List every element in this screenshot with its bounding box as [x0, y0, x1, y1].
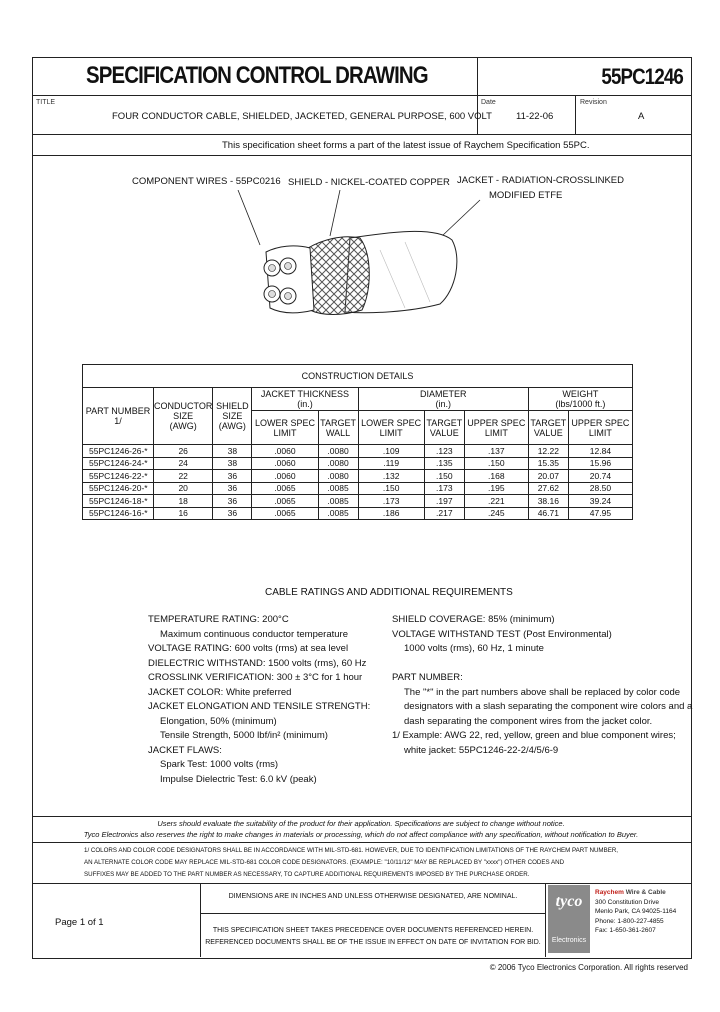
sub-jacket-target: TARGET WALL — [318, 411, 358, 445]
leader-jacket — [442, 200, 480, 236]
leader-shield — [330, 190, 340, 236]
table-cell: .150 — [464, 457, 528, 470]
requirement-line: JACKET FLAWS: — [148, 744, 222, 756]
part-number-cell: 55PC1246-20-* — [83, 482, 154, 495]
table-row — [83, 470, 633, 483]
table-cell: .132 — [358, 470, 424, 483]
requirement-line: JACKET ELONGATION AND TENSILE STRENGTH: — [148, 701, 371, 712]
requirement-line: white jacket: 55PC1246-22-2/4/5/6-9 — [404, 744, 559, 756]
phone: Phone: 1-800-227-4855 — [595, 917, 664, 925]
table-cell: .0085 — [318, 482, 358, 495]
table-cell: 20.74 — [568, 470, 632, 483]
table-cell: .137 — [464, 445, 528, 458]
table-cell: 15.96 — [568, 457, 632, 470]
table-cell: .0060 — [252, 457, 318, 470]
disclaimer — [32, 818, 690, 840]
spec-note-rule-top — [32, 134, 691, 135]
table-cell: .0065 — [252, 507, 318, 520]
table-cell: 36 — [213, 482, 252, 495]
table-cell: 47.95 — [568, 507, 632, 520]
table-cell: .168 — [464, 470, 528, 483]
dimensions-note: DIMENSIONS ARE IN INCHES AND UNLESS OTHERWISE DESIGNATED, ARE NOMINAL. — [228, 893, 518, 900]
table-cell: .123 — [424, 445, 464, 458]
table-cell: .150 — [358, 482, 424, 495]
requirement-line: Elongation, 50% (minimum) — [160, 715, 277, 727]
part-number-cell: 55PC1246-18-* — [83, 495, 154, 508]
table-cell: .119 — [358, 457, 424, 470]
notes-block — [84, 845, 618, 881]
table-row — [83, 482, 633, 495]
label-component-wires: COMPONENT WIRES - 55PC0216 — [132, 176, 281, 187]
sub-diameter-upper: UPPER SPEC LIMIT — [464, 411, 528, 445]
header-diameter: DIAMETER (in.) — [358, 388, 528, 411]
requirement-line: SHIELD COVERAGE: 85% (minimum) — [392, 614, 555, 625]
disclaimer-rule-bottom — [32, 842, 691, 843]
table-cell: .0065 — [252, 482, 318, 495]
table-cell: 36 — [213, 495, 252, 508]
note-line: AN ALTERNATE COLOR CODE MAY REPLACE MIL-STD-681 COLOR CODE DESIGNATORS. (EXAMPLE: "10/11/12" MAY BE REPLACED BY "xxxx") OTHER CODES AND — [84, 859, 565, 866]
table-cell: .195 — [464, 482, 528, 495]
part-number-cell: 55PC1246-22-* — [83, 470, 154, 483]
requirement-line: JACKET COLOR: White preferred — [148, 686, 292, 698]
table-cell: .135 — [424, 457, 464, 470]
requirement-line: designators with a slash separating the component wire colors and a — [404, 701, 693, 712]
table-cell: .173 — [424, 482, 464, 495]
title-label: TITLE — [36, 99, 56, 106]
header-weight: WEIGHT (lbs/1000 ft.) — [528, 388, 632, 411]
requirement-line: Tensile Strength, 5000 lbf/in² (minimum) — [160, 730, 328, 741]
table-cell: 38 — [213, 457, 252, 470]
table-cell: .150 — [424, 470, 464, 483]
table-cell: 38.16 — [528, 495, 568, 508]
shield-braid — [308, 237, 369, 315]
logo-text: tyco — [555, 893, 583, 910]
notes-rule-bottom — [32, 883, 691, 884]
table-cell: .197 — [424, 495, 464, 508]
company-suffix: Wire & Cable — [623, 889, 666, 896]
requirement-line: 1000 volts (rms), 60 Hz, 1 minute — [404, 643, 544, 654]
revision-label: Revision — [580, 99, 607, 106]
table-cell: .186 — [358, 507, 424, 520]
table-cell: 36 — [213, 470, 252, 483]
table-cell: .217 — [424, 507, 464, 520]
precedence-note-2: REFERENCED DOCUMENTS SHALL BE OF THE ISSUE IN EFFECT ON DATE OF INVITATION FOR BID. — [205, 939, 541, 946]
requirement-line: DIELECTRIC WITHSTAND: 1500 volts (rms), 60 Hz — [148, 657, 367, 669]
revision-value: A — [638, 111, 645, 122]
table-row — [83, 445, 633, 458]
disclaimer-line-2: Tyco Electronics also reserves the right to make changes in materials or processing, which do not affect compliance with any specification, without notification to Buyer. — [83, 830, 639, 839]
cable-description: FOUR CONDUCTOR CABLE, SHIELDED, JACKETED, GENERAL PURPOSE, 600 VOLT — [112, 111, 492, 122]
note-line: SUFFIXES MAY BE ADDED TO THE PART NUMBER AS NECESSARY, TO CAPTURE ADDITIONAL REQUIREMENTS IMPOSED BY THE PURCHASE ORDER. — [84, 871, 530, 878]
requirement-line: 1/ Example: AWG 22, red, yellow, green and blue component wires; — [392, 730, 676, 741]
date-value: 11-22-06 — [516, 111, 554, 122]
precedence-note-1: THIS SPECIFICATION SHEET TAKES PRECEDENCE OVER DOCUMENTS REFERENCED HEREIN. — [212, 927, 534, 934]
table-cell: .245 — [464, 507, 528, 520]
label-jacket-1: JACKET - RADIATION-CROSSLINKED — [457, 175, 624, 186]
table-title: CONSTRUCTION DETAILS — [83, 365, 633, 388]
date-divider — [575, 95, 576, 134]
table-cell: 12.22 — [528, 445, 568, 458]
table-cell: 46.71 — [528, 507, 568, 520]
footer-divider-right — [545, 883, 546, 957]
table-cell: .0080 — [318, 457, 358, 470]
date-label: Date — [481, 99, 496, 106]
fax: Fax: 1-650-361-2607 — [595, 927, 656, 934]
address-line-2: Menlo Park, CA 94025-1164 — [595, 908, 677, 915]
table-cell: 26 — [154, 445, 213, 458]
doc-number: 55PC1246 — [601, 64, 683, 89]
copyright: © 2006 Tyco Electronics Corporation. All rights reserved — [489, 963, 688, 972]
table-cell: 38 — [213, 445, 252, 458]
table-cell: .0080 — [318, 445, 358, 458]
table-cell: .0060 — [252, 470, 318, 483]
logo-sub: Electronics — [551, 937, 587, 944]
header-rule — [32, 95, 691, 96]
requirement-line: Spark Test: 1000 volts (rms) — [160, 759, 279, 770]
address-line-1: 300 Constitution Drive — [595, 898, 659, 906]
table-cell: .173 — [358, 495, 424, 508]
spec-note-rule-bottom — [32, 155, 691, 156]
ratings-heading: CABLE RATINGS AND ADDITIONAL REQUIREMENTS — [265, 587, 513, 598]
drawing-title: SPECIFICATION CONTROL DRAWING — [86, 62, 428, 89]
table-cell: 18 — [154, 495, 213, 508]
table-cell: 15.35 — [528, 457, 568, 470]
table-row — [83, 495, 633, 508]
table-cell: .0065 — [252, 495, 318, 508]
sub-diameter-target: TARGET VALUE — [424, 411, 464, 445]
table-cell: .221 — [464, 495, 528, 508]
footer-mid-rule — [200, 913, 545, 914]
header-jacket-thickness: JACKET THICKNESS (in.) — [252, 388, 358, 411]
table-row — [83, 457, 633, 470]
header-shield-size: SHIELD SIZE (AWG) — [213, 388, 252, 445]
part-number-cell: 55PC1246-24-* — [83, 457, 154, 470]
note-line: 1/ COLORS AND COLOR CODE DESIGNATORS SHALL BE IN ACCORDANCE WITH MIL-STD-681. HOWEVER, DUE TO IDENTIFICATION LIMITATIONS OF THE RAYCHEM PART NUMBER, — [84, 847, 619, 854]
table-cell: 20 — [154, 482, 213, 495]
table-cell: 20.07 — [528, 470, 568, 483]
sub-weight-target: TARGET VALUE — [528, 411, 568, 445]
table-cell: .0080 — [318, 470, 358, 483]
table-cell: 36 — [213, 507, 252, 520]
spec-note: This specification sheet forms a part of the latest issue of Raychem Specification 55PC. — [222, 140, 590, 151]
part-number-cell: 55PC1246-26-* — [83, 445, 154, 458]
requirement-line: dash separating the component wires from the jacket color. — [404, 715, 653, 727]
raychem-brand: Raychem — [595, 889, 624, 896]
table-cell: 39.24 — [568, 495, 632, 508]
table-cell: 22 — [154, 470, 213, 483]
requirement-line: TEMPERATURE RATING: 200°C — [148, 614, 289, 625]
requirement-line: Impulse Dielectric Test: 6.0 kV (peak) — [160, 773, 317, 785]
construction-table — [82, 364, 633, 520]
header-conductor-size: CONDUCTOR SIZE (AWG) — [154, 388, 213, 445]
leader-wires — [238, 190, 260, 245]
company-name — [595, 888, 676, 898]
ratings-right-column — [392, 613, 692, 758]
table-cell: 16 — [154, 507, 213, 520]
sub-diameter-lower: LOWER SPEC LIMIT — [358, 411, 424, 445]
requirement-line: PART NUMBER: — [392, 672, 463, 683]
requirement-line — [392, 657, 692, 672]
table-cell: 28.50 — [568, 482, 632, 495]
table-cell: 24 — [154, 457, 213, 470]
ratings-left-column — [148, 613, 370, 787]
requirement-line: VOLTAGE WITHSTAND TEST (Post Environmental) — [392, 628, 612, 640]
requirement-line: The "*" in the part numbers above shall be replaced by color code — [404, 686, 681, 698]
requirement-line: Maximum continuous conductor temperature — [160, 628, 348, 640]
table-cell: 27.62 — [528, 482, 568, 495]
table-cell: .0060 — [252, 445, 318, 458]
label-shield: SHIELD - NICKEL-COATED COPPER — [288, 177, 450, 188]
cable-illustration — [230, 190, 500, 340]
table-cell: 12.84 — [568, 445, 632, 458]
table-cell: .0085 — [318, 495, 358, 508]
page-indicator: Page 1 of 1 — [55, 917, 104, 928]
sub-jacket-lower: LOWER SPEC LIMIT — [252, 411, 318, 445]
table-cell: .0085 — [318, 507, 358, 520]
tyco-logo — [548, 885, 590, 953]
sub-weight-upper: UPPER SPEC LIMIT — [568, 411, 632, 445]
part-number-cell: 55PC1246-16-* — [83, 507, 154, 520]
company-block — [595, 888, 676, 936]
table-cell: .109 — [358, 445, 424, 458]
header-part-number: PART NUMBER 1/ — [83, 388, 154, 445]
disclaimer-line-1: Users should evaluate the suitability of the product for their application. Specifications are subject to change without notice. — [157, 819, 565, 828]
table-row — [83, 507, 633, 520]
requirement-line: VOLTAGE RATING: 600 volts (rms) at sea level — [148, 643, 349, 654]
label-jacket-2: MODIFIED ETFE — [489, 190, 563, 201]
disclaimer-rule-top — [32, 816, 691, 817]
requirement-line: CROSSLINK VERIFICATION: 300 ± 3°C for 1 hour — [148, 672, 363, 683]
